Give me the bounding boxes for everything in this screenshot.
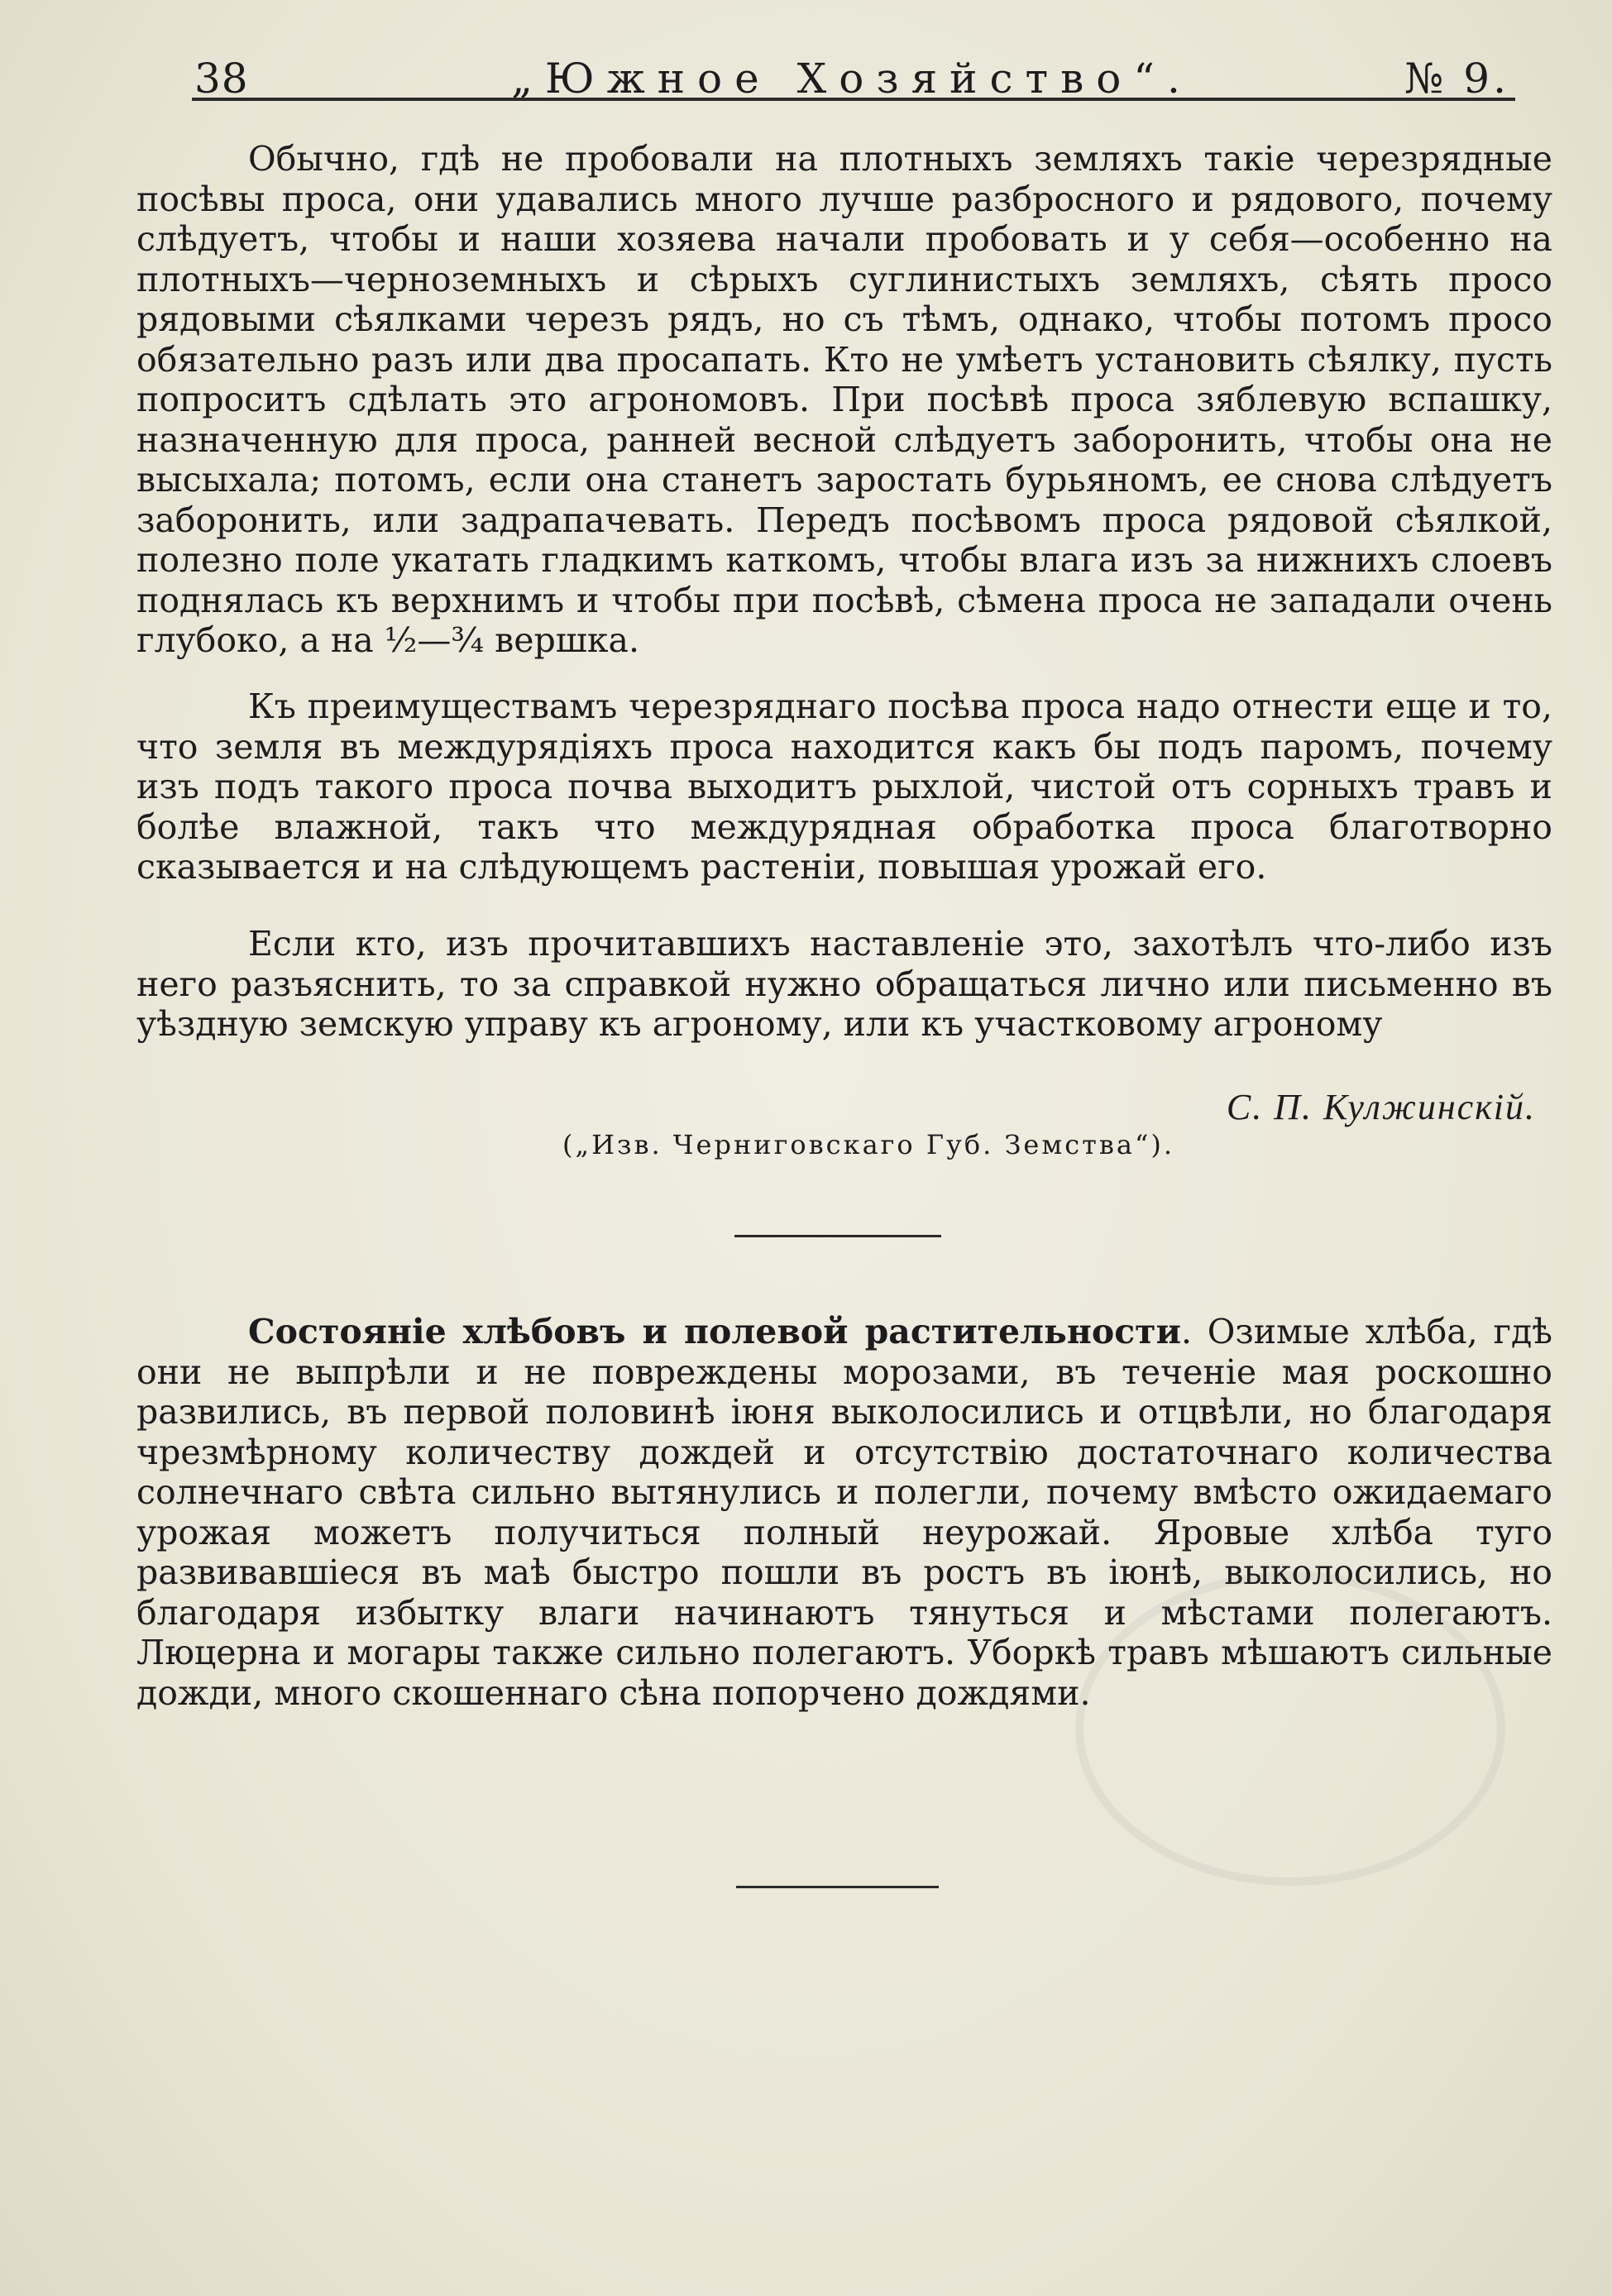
header-rule — [192, 98, 1515, 101]
section-divider — [734, 1235, 941, 1237]
article-paragraph-1 — [136, 139, 1552, 661]
paragraph-text: Обычно, гдѣ не пробовали на плотныхъ земляхъ такіе черезрядные посѣвы проса, они удавались много лучше разбросного и рядового, почему слѣдуетъ, чтобы и наши хозяева начали пробовать и у себя—особенно на плотныхъ—черноземныхъ и сѣрыхъ суглинистыхъ земляхъ, сѣять просо рядовыми сѣялками черезъ рядъ, но съ тѣмъ, однако, чтобы потомъ просо обязательно разъ или два просапать. Кто не умѣетъ установить сѣялку, пусть попроситъ сдѣлать это агрономовъ. При посѣвѣ проса зяблевую вспашку, назначенную для проса, ранней весной слѣдуетъ заборонить, чтобы она не высыхала; потомъ, если она станетъ заростать бурьяномъ, ее снова слѣдуетъ заборонить, или задрапачевать. Передъ посѣвомъ проса рядовой сѣялкой, полезно поле укатать гладкимъ каткомъ, чтобы влага изъ за нижнихъ слоевъ поднялась къ верхнимъ и чтобы при посѣвѣ, сѣмена проса не западали очень глубоко, а на ½—¾ вершка. — [136, 139, 1552, 660]
page-number: 38 — [194, 55, 249, 103]
author-signature: С. П. Кулжинскій. — [1226, 1087, 1536, 1127]
bleed-through-mark — [1075, 1571, 1505, 1886]
article-paragraph-3 — [136, 924, 1552, 1045]
end-divider — [736, 1886, 939, 1888]
paragraph-text: Если кто, изъ прочитавшихъ наставленіе это, захотѣлъ что-либо изъ него разъяснить, то за справкой нужно обращаться лично или письменно въ уѣздную земскую управу къ агроному, или къ участковому агроному — [136, 924, 1552, 1044]
issue-number: № 9. — [1404, 55, 1509, 103]
section-heading: Состояніе хлѣбовъ и полевой растительности — [248, 1312, 1181, 1351]
paragraph-text: Къ преимуществамъ черезряднаго посѣва проса надо отнести еще и то, что земля въ междурядіяхъ проса находится какъ бы подъ паромъ, почему изъ подъ такого проса почва выходитъ рыхлой, чистой отъ сорныхъ травъ и болѣе влажной, такъ что междурядная обработка проса благотворно сказывается и на слѣдующемъ растеніи, повышая урожай его. — [136, 686, 1552, 887]
section-text: . Озимые хлѣба, гдѣ они не выпрѣли и не повреждены морозами, въ теченіе мая роскошно развились, въ первой половинѣ іюня выколосились и отцвѣли, но благодаря чрезмѣрному количеству дождей и отсутствію достаточнаго количества солнечнаго свѣта сильно вытянулись и полегли, почему вмѣсто ожидаемаго урожая можетъ получиться полный неурожай. Яровые хлѣба туго развивавшіеся въ маѣ быстро пошли въ ростъ въ іюнѣ, выколосились, но благодаря избытку влаги начинаютъ тянуться и мѣстами полегаютъ. Люцерна и могары также сильно полегаютъ. Уборкѣ травъ мѣшаютъ сильные дожди, много скошеннаго сѣна попорчено дождями. — [136, 1312, 1552, 1713]
article-paragraph-2 — [136, 686, 1552, 887]
source-citation: („Изв. Черниговскаго Губ. Земства“). — [562, 1129, 1174, 1160]
journal-title: „Южное Хозяйство“. — [511, 55, 1193, 103]
